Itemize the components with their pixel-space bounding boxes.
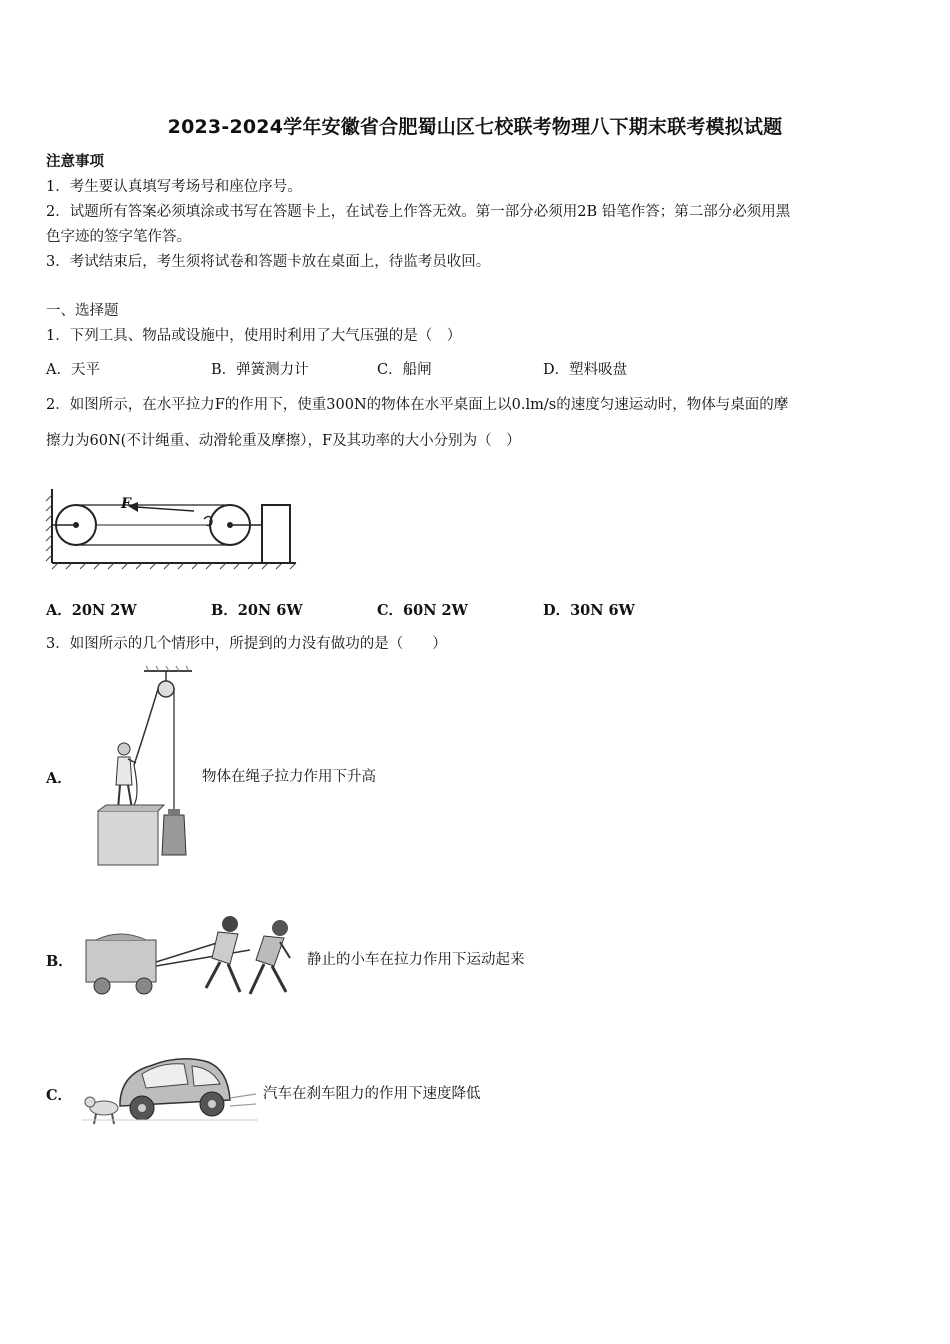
- q2-stem-line2: 擦力为60N(不计绳重、动滑轮重及摩擦），F及其功率的大小分别为（ ）: [46, 433, 521, 449]
- q2-option-c: C．60N 2W: [377, 602, 468, 619]
- q2-option-b: B．20N 6W: [211, 602, 303, 619]
- section-heading: 一、选择题: [46, 303, 119, 319]
- notice-item-1: 1．考生要认真填写考场号和座位序号。: [46, 179, 302, 195]
- q3-option-a-text: 物体在绳子拉力作用下升高: [202, 769, 376, 785]
- pulley-diagram: [44, 485, 300, 577]
- q1-option-a: A．天平: [46, 362, 100, 378]
- notice-item-2: 2．试题所有答案必须填涂或书写在答题卡上，在试卷上作答无效。第一部分必须用2B 铅笔作答；第二部分必须用黑: [46, 204, 791, 220]
- car-braking-illustration: [80, 1040, 260, 1130]
- q3-option-b-letter: B．: [46, 953, 73, 970]
- q2-option-a: A．20N 2W: [46, 602, 137, 619]
- q3-option-c-letter: C．: [46, 1087, 73, 1104]
- q1-option-d: D．塑料吸盘: [543, 362, 628, 378]
- q2-option-d: D．30N 6W: [543, 602, 635, 619]
- notice-item-3: 3．考试结束后，考生须将试卷和答题卡放在桌面上，待监考员收回。: [46, 254, 491, 270]
- diagram-force-label: F: [121, 496, 131, 512]
- q3-stem: 3．如图所示的几个情形中，所提到的力没有做功的是（ ）: [46, 636, 447, 652]
- notice-heading: 注意事项: [46, 153, 104, 170]
- cart-pull-illustration: [80, 910, 302, 1002]
- q1-stem: 1．下列工具、物品或设施中，使用时利用了大气压强的是（ ）: [46, 328, 462, 344]
- q2-stem-line1: 2．如图所示，在水平拉力F的作用下，使重300N的物体在水平桌面上以0.lm/s的速度匀速运动时，物体与桌面的摩: [46, 397, 789, 413]
- notice-item-2-cont: 色字迹的签字笔作答。: [46, 229, 191, 245]
- q3-option-a-letter: A．: [46, 770, 72, 787]
- q3-option-b-text: 静止的小车在拉力作用下运动起来: [307, 952, 525, 968]
- q3-option-c-text: 汽车在刹车阻力的作用下速度降低: [263, 1086, 481, 1102]
- q1-option-c: C．船闸: [377, 362, 432, 378]
- q1-option-b: B．弹簧测力计: [211, 362, 309, 378]
- pulley-lift-illustration: [94, 665, 198, 871]
- page-title: 2023-2024学年安徽省合肥蜀山区七校联考物理八下期末联考模拟试题: [167, 116, 783, 138]
